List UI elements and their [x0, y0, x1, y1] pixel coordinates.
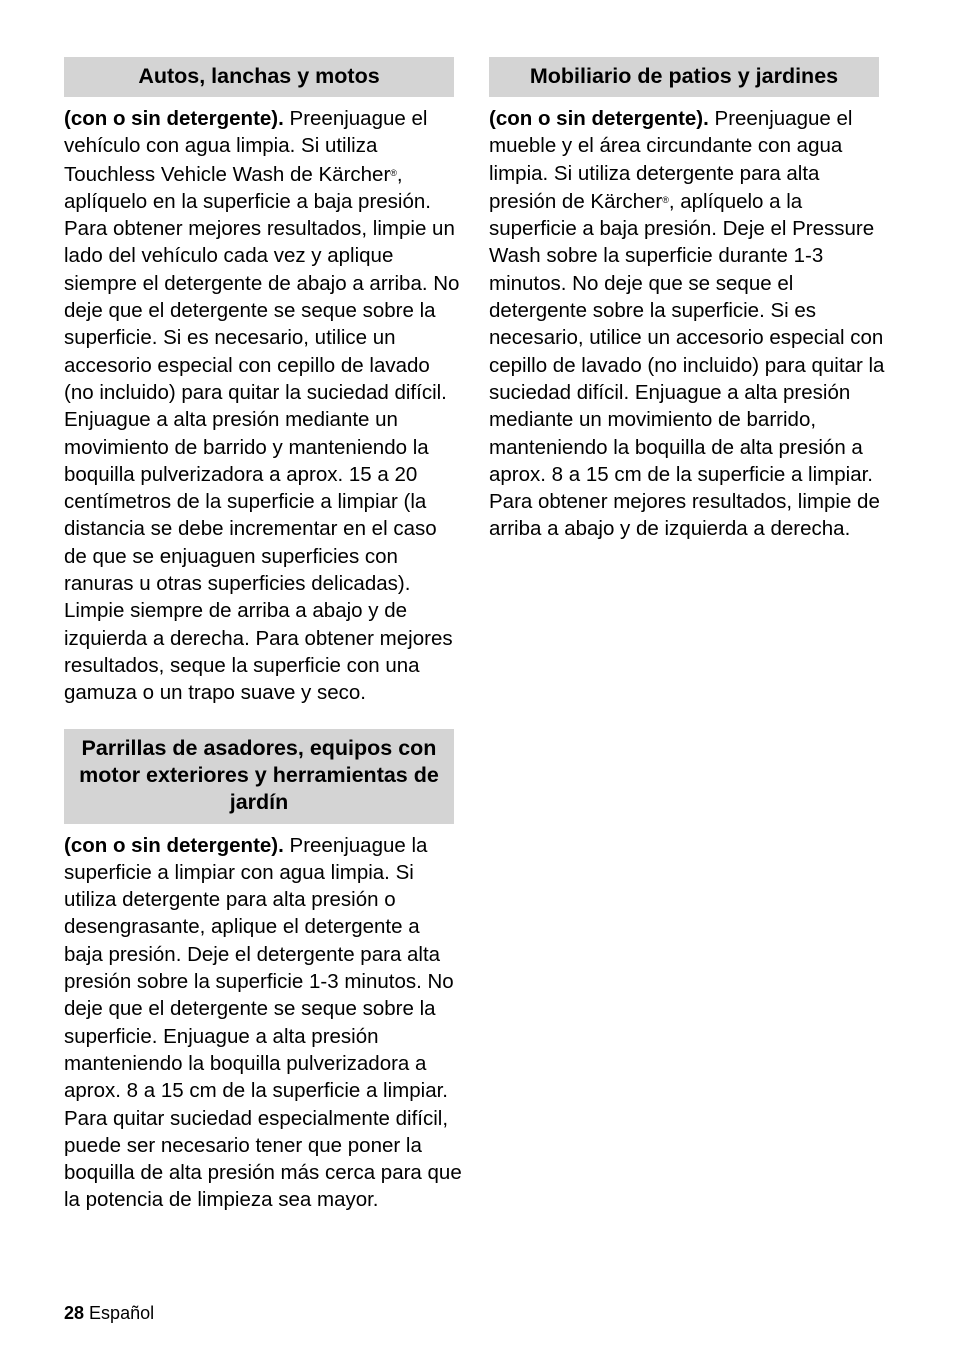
body-text: Preenjuague el mueble y el área circundante con agua limpia. Si utiliza detergente para alta presión de Kärcher: [489, 107, 853, 213]
page-number: 28: [64, 1303, 85, 1323]
body-text: Preenjuague la superficie a limpiar con agua limpia. Si utiliza detergente para alta presión o desengrasante, aplique el detergente a baja presión. Deje el detergente para alta presión sobre la superficie 1-3 minutos. No deje que el detergente se seque sobre la superficie. Enjuague a alta presión manteniendo la boquilla pulverizadora a aprox. 8 a 15 cm de la superficie a limpiar. Para quitar suciedad especialmente difícil, puede ser necesario tener que poner la boquilla de alta presión más cerca para que la potencia de limpieza sea mayor.: [64, 833, 462, 1212]
body-text: Preenjuague el vehículo con agua limpia. Si utiliza Touchless Vehicle Wash de Kärcher: [64, 107, 428, 186]
right-column: [489, 57, 889, 543]
section-body-parrillas: [64, 832, 464, 1214]
left-column: [64, 57, 464, 1214]
registered-mark: ®: [662, 194, 669, 205]
lead-bold-text: (con o sin detergente).: [489, 107, 709, 130]
body-text: , aplíquelo a la superficie a baja presión. Deje el Pressure Wash sobre la superficie durante 1-3 minutos. No deje que se seque el detergente sobre la superficie. Si es necesario, utilice un accesorio especial con cepillo de lavado (no incluido) para quitar la suciedad difícil. Enjuague a alta presión mediante un movimiento de barrido, manteniendo la boquilla de alta presión a aprox. 8 a 15 cm de la superficie a limpiar. Para obtener mejores resultados, limpie de arriba a abajo y de izquierda a derecha.: [489, 189, 885, 541]
section-body-autos: [64, 105, 464, 707]
section-heading-parrillas: Parrillas de asadores, equipos con motor exteriores y herramientas de jardín: [64, 729, 454, 824]
section-heading-autos: Autos, lanchas y motos: [64, 57, 454, 97]
body-text: , aplíquelo en la superficie a baja presión. Para obtener mejores resultados, limpie un lado del vehículo cada vez y aplique siempre el detergente de abajo a arriba. No deje que el detergente se seque sobre la superficie. Si es necesario, utilice un accesorio especial con cepillo de lavado (no incluido) para quitar la suciedad difícil. Enjuague a alta presión mediante un movimiento de barrido y manteniendo la boquilla pulverizadora a aprox. 15 a 20 centímetros de la superficie a limpiar (la distancia se debe incrementar en el caso de que se enjuaguen superficies con ranuras u otras superficies delicadas). Limpie siempre de arriba a abajo y de izquierda a derecha. Para obtener mejores resultados, seque la superficie con una gamuza o un trapo suave y seco.: [64, 162, 460, 705]
page-language: Español: [89, 1303, 155, 1323]
lead-bold-text: (con o sin detergente).: [64, 107, 284, 130]
section-heading-mobiliario: Mobiliario de patios y jardines: [489, 57, 879, 97]
registered-mark: ®: [390, 167, 397, 178]
section-body-mobiliario: [489, 105, 889, 543]
lead-bold-text: (con o sin detergente).: [64, 833, 284, 857]
page-footer: [64, 1301, 154, 1325]
